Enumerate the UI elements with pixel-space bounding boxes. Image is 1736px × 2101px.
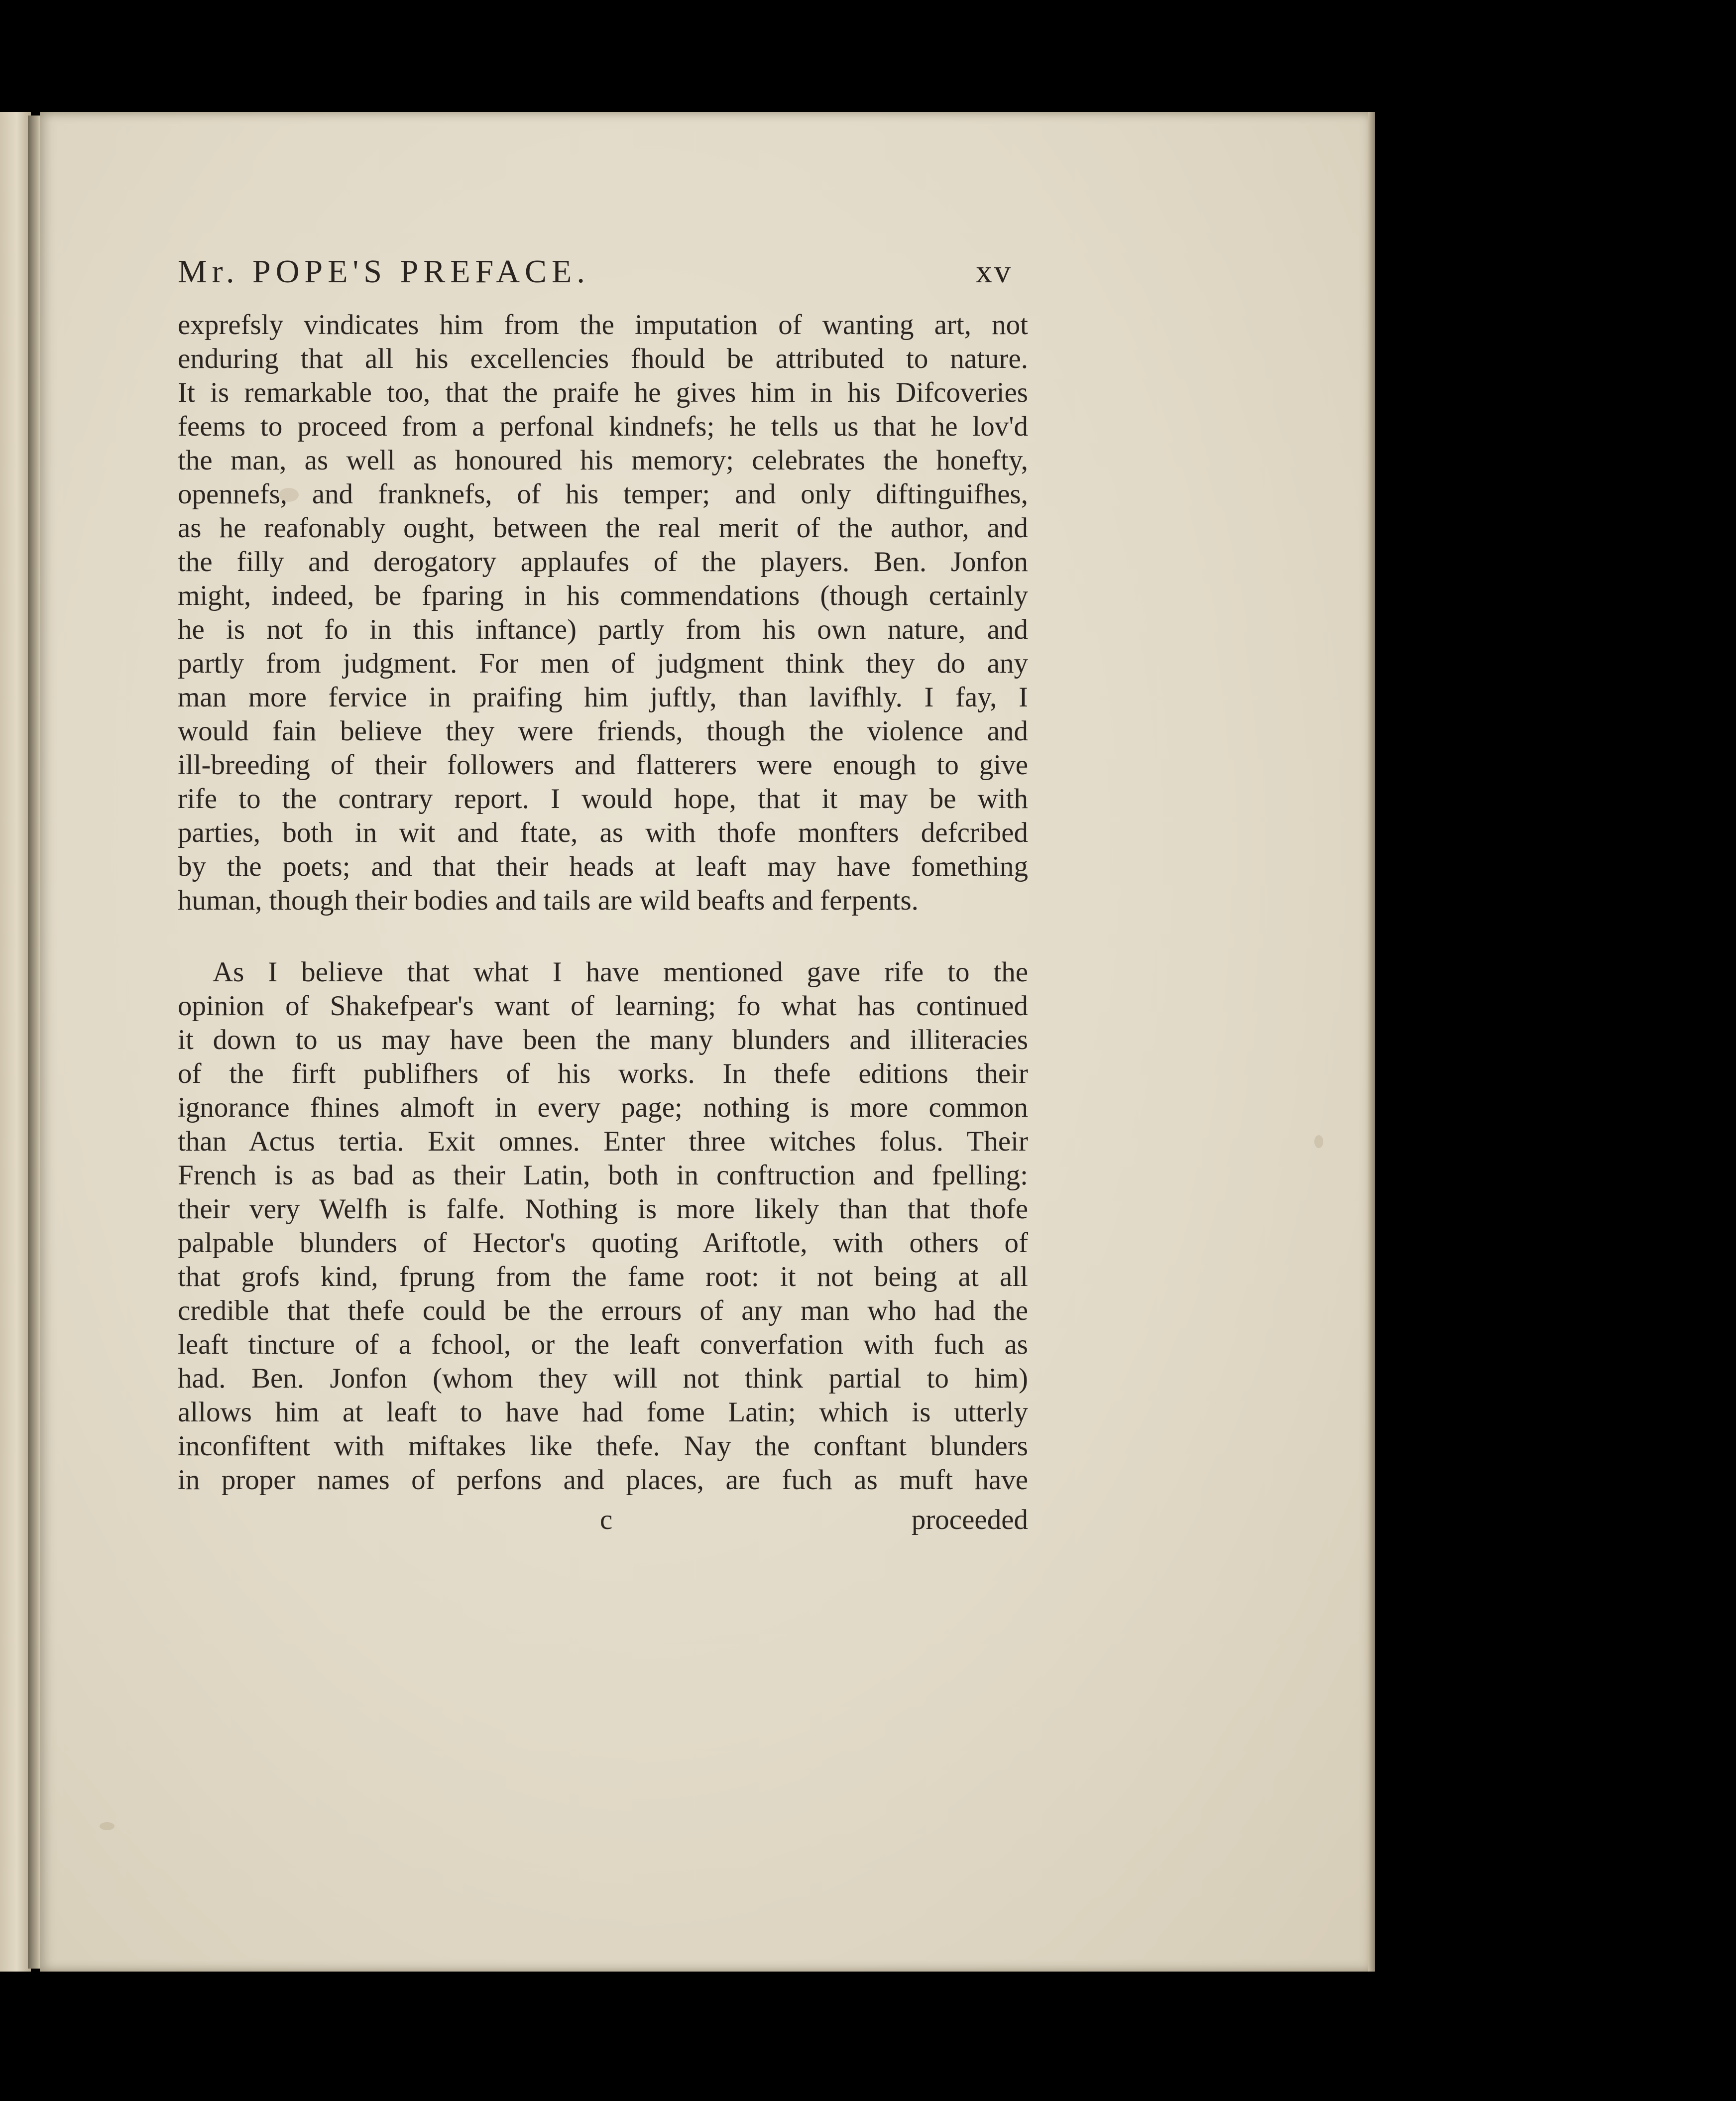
text-line: had. Ben. Jonfon (whom they will not think partial to him) — [178, 1363, 1028, 1394]
text-line: enduring that all his excellencies fhould be attributed to nature. — [178, 343, 1028, 374]
text-line: inconfiftent with miftakes like thefe. Nay the conftant blunders — [178, 1430, 1028, 1462]
text-line: feems to proceed from a perfonal kindnefs; he tells us that he lov'd — [178, 411, 1028, 442]
text-line: the man, as well as honoured his memory; celebrates the honefty, — [178, 445, 1028, 476]
text-line: it down to us may have been the many blunders and illiteracies — [178, 1024, 1028, 1055]
text-line: man more fervice in praifing him juftly, than lavifhly. I fay, I — [178, 682, 1028, 713]
text-line: that grofs kind, fprung from the fame root: it not being at all — [178, 1261, 1028, 1292]
paper-stain — [1314, 1135, 1323, 1148]
text-line: opinion of Shakefpear's want of learning; fo what has continued — [178, 990, 1028, 1022]
text-line: ignorance fhines almoft in every page; nothing is more common — [178, 1092, 1028, 1123]
text-line: he is not fo in this inftance) partly from his own nature, and — [178, 614, 1028, 645]
text-line: palpable blunders of Hector's quoting Ariftotle, with others of — [178, 1227, 1028, 1259]
text-line: the filly and derogatory applaufes of the players. Ben. Jonfon — [178, 546, 1028, 578]
catchword: proceeded — [911, 1504, 1028, 1535]
paragraph-first-line: As I believe that what I have mentioned gave rife to the — [213, 956, 1028, 988]
text-line: credible that thefe could be the errours of any man who had the — [178, 1295, 1028, 1326]
text-line: their very Welfh is falfe. Nothing is more likely than that thofe — [178, 1193, 1028, 1225]
signature-mark: c — [600, 1504, 613, 1535]
text-line: exprefsly vindicates him from the imputation of wanting art, not — [178, 309, 1028, 341]
text-line: French is as bad as their Latin, both in conftruction and fpelling: — [178, 1160, 1028, 1191]
text-line: by the poets; and that their heads at leaft may have fomething — [178, 851, 1028, 882]
text-line: than Actus tertia. Exit omnes. Enter three witches folus. Their — [178, 1126, 1028, 1157]
text-line: might, indeed, be fparing in his commendations (though certainly — [178, 580, 1028, 611]
page-number: xv — [976, 253, 1013, 290]
text-line: human, though their bodies and tails are wild beafts and ferpents. — [178, 885, 919, 916]
text-line: as he reafonably ought, between the real merit of the author, and — [178, 512, 1028, 544]
text-line: rife to the contrary report. I would hope, that it may be with — [178, 783, 1028, 815]
book-gutter — [28, 116, 41, 1969]
text-line: It is remarkable too, that the praife he gives him in his Difcoveries — [178, 377, 1028, 408]
paper-stain — [100, 1822, 115, 1830]
page-fore-edge — [1368, 112, 1375, 1972]
text-line: would fain believe they were friends, though the violence and — [178, 715, 1028, 747]
text-line: in proper names of perfons and places, are fuch as muft have — [178, 1464, 1028, 1496]
facing-page-edge — [0, 112, 31, 1972]
text-line: leaft tincture of a fchool, or the leaft converfation with fuch as — [178, 1329, 1028, 1360]
text-line: opennefs, and franknefs, of his temper; and only diftinguifhes, — [178, 478, 1028, 510]
text-line: partly from judgment. For men of judgment think they do any — [178, 648, 1028, 679]
running-title: Mr. POPE'S PREFACE. — [178, 253, 590, 290]
text-line: of the firft publifhers of his works. In thefe editions their — [178, 1058, 1028, 1089]
text-line: allows him at leaft to have had fome Latin; which is utterly — [178, 1397, 1028, 1428]
text-line: parties, both in wit and ftate, as with thofe monfters defcribed — [178, 817, 1028, 848]
text-line: ill-breeding of their followers and flatterers were enough to give — [178, 749, 1028, 781]
